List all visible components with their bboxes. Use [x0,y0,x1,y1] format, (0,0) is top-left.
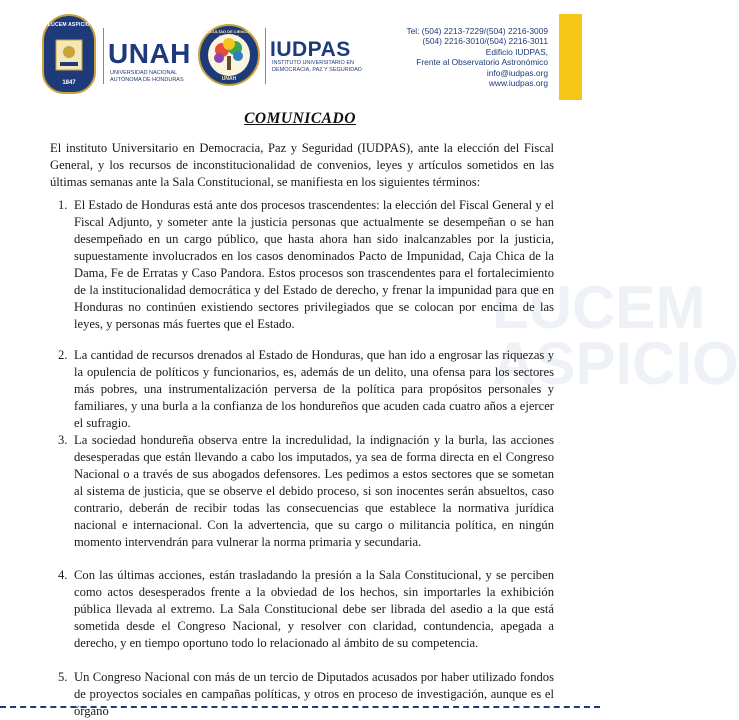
item-number: 5. [58,670,68,684]
divider [103,28,104,84]
iudpas-emblem-logo [198,24,260,86]
iudpas-logo-text: IUDPAS [270,38,351,61]
contact-address: Frente al Observatorio Astronómico [416,57,548,68]
emblem-ring-text: FACULTAD DE CIENCIAS [205,29,253,34]
iudpas-subtitle: INSTITUTO UNIVERSITARIO EN DEMOCRACIA, PAZ Y SEGURIDAD [272,60,362,73]
list-item [50,347,554,432]
watermark: LUCEM ASPICIO [492,274,739,397]
list-item [50,197,554,333]
item-text: El Estado de Honduras está ante dos procesos trascendentes: la elección del Fiscal General y el Fiscal Adjunto, y someter ante la justicia personas que actualmente se desempeñan o se han desempeñado en un cargo público, que hasta ahora han sido inalcanzables por la justicia, supuestamente involucrados en los casos denominados Pacto de Impunidad, Caja Chica de la Dama, Fe de Erratas y Caso Pandora. Estos procesos son trascendentes para el fortalecimiento de la institucionalidad democrática y del Estado de derecho, y frenar la impunidad para que en Honduras no continúen existiendo sectores privilegiados que se colocan por encima de las leyes, y personas más fuertes que el Estado. [74,198,554,331]
intro-paragraph: El instituto Universitario en Democracia, Paz y Seguridad (IUDPAS), ante la elección del Fiscal General, y los recursos de inconstitucionalidad de convenios, leyes y artículos sometidos en las últimas semanas ante la Sala Constitucional, se manifiesta en los siguientes términos: [50,141,554,189]
list-item [50,669,554,720]
page-title: COMUNICADO [244,110,356,127]
item-number: 2. [58,348,68,362]
unah-logo-text: UNAH [108,38,191,69]
list-item [50,567,554,652]
item-number: 4. [58,568,68,582]
contact-email: info@iudpas.org [486,67,548,78]
unah-seal-logo [42,14,96,94]
item-text: Un Congreso Nacional con más de un tercio de Diputados acusados por haber utilizado fondos de proyectos sociales en campañas políticas, y otros en proceso de investigación, aunque es el órgano [74,670,554,718]
page-edge-divider [0,706,600,708]
item-text: La sociedad hondureña observa entre la incredulidad, la indignación y la burla, las acciones desesperadas que están llevando a cabo los imputados, ya sea de forma directa en el Congreso Nacional o a través de sus abogados defensores. Les pedimos a estos sectores que se sometan al sistema de justicia, que se observe el debido proceso, si son inocentes serán absueltos, caso contrario, deberán de recibir todas las consecuencias que establece la normativa jurídica nacional e internacional. Con la advertencia, que su cargo o militancia política, en ningún momento intervendrán para vulnerar la norma primaria y secundaria. [74,433,554,549]
contact-phone-1: Tel: (504) 2213-7229/(504) 2216-3009 [406,26,548,36]
emblem-tree-icon [208,34,250,76]
contact-phone-2: (504) 2216-3010/(504) 2216-3011 [422,36,548,47]
item-text: Con las últimas acciones, están trasladando la presión a la Sala Constitucional, y se perciben como actos desesperados frente a la obviedad de los hechos, sin importarles la exhibición pública llevada al extremo. La Sala Constitucional debe ser librada del asedio a la que está sometida desde el Congreso Nacional, y resolver con claridad, contundencia, apegada a derecho, y en tiempo oportuno todo lo relacionado al ámbito de su competencia. [74,568,554,650]
unah-subtitle: UNIVERSIDAD NACIONAL AUTÓNOMA DE HONDURAS [110,70,184,83]
contact-info [406,26,548,88]
seal-motto: LUCEM ASPICIO [47,22,91,28]
divider [265,28,266,84]
list-item [50,432,554,551]
accent-bar [559,14,582,100]
contact-website: www.iudpas.org [488,78,548,89]
item-text: La cantidad de recursos drenados al Estado de Honduras, que han ido a engrosar las riquezas y la opulencia de políticos y funcionarios, es, además de un delito, una ofensa para los sectores más pobres, una instrumentalización perversa de la política para propósitos personales y familiares, y una burla a la confianza de los hondureños que acuden cada cuatro años a ejercer el sufragio. [74,348,554,430]
letterhead [0,0,600,110]
item-number: 1. [58,198,68,212]
item-number: 3. [58,433,68,447]
seal-year: 1847 [62,80,76,86]
contact-building: Edificio IUDPAS, [485,46,548,57]
emblem-name: UNAH [221,76,237,82]
seal-emblem-icon [44,32,94,82]
